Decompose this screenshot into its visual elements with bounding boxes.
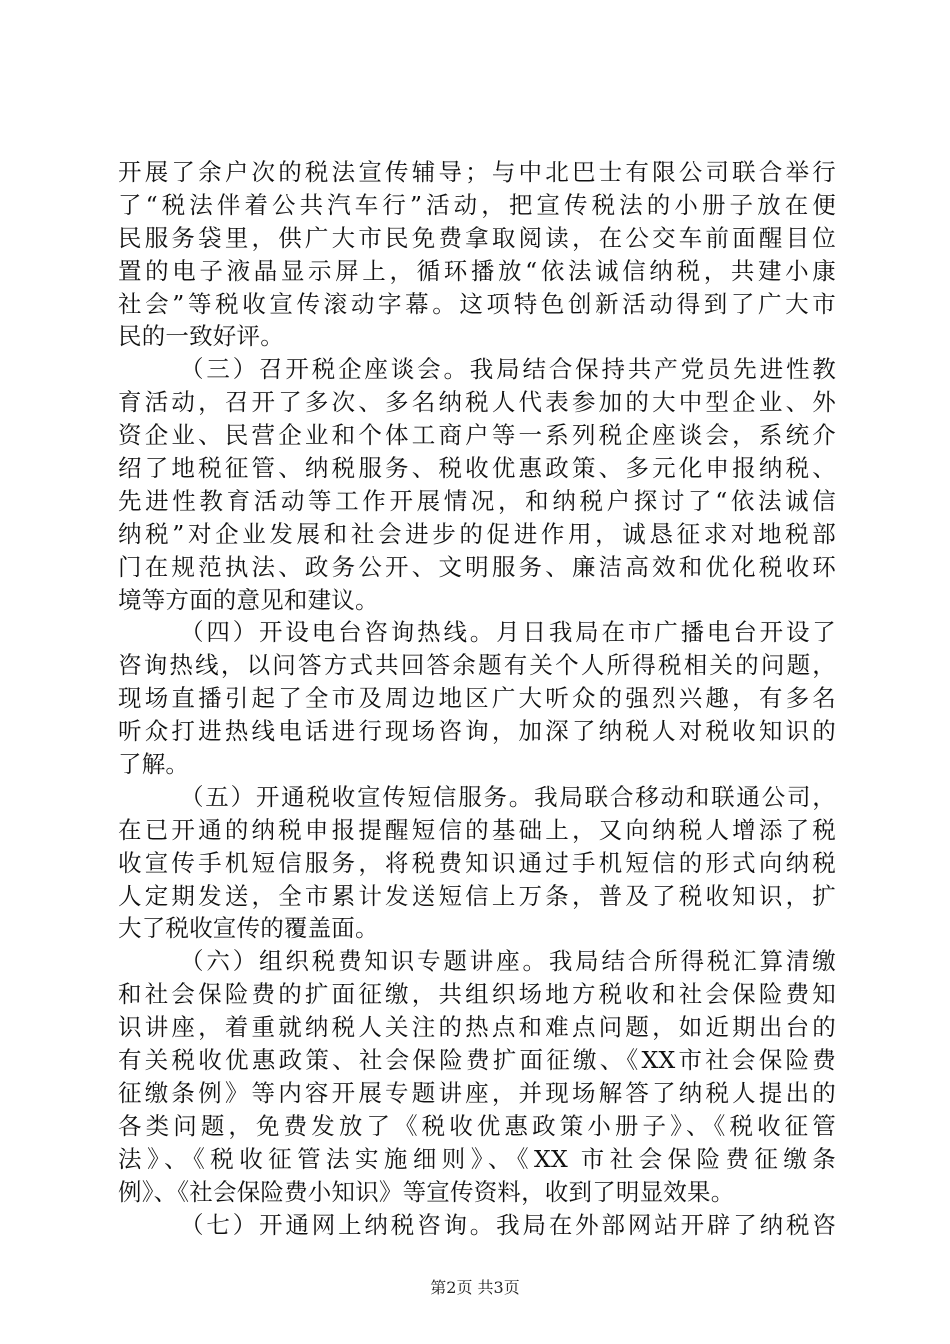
text-line: 征缴条例》等内容开展专题讲座，并现场解答了纳税人提出的 <box>118 1078 836 1107</box>
text-line: 识讲座，着重就纳税人关注的热点和难点问题，如近期出台的 <box>118 1013 836 1042</box>
text-line: 收宣传手机短信服务，将税费知识通过手机短信的形式向纳税 <box>118 848 836 877</box>
text-line: （四）开设电台咨询热线。月日我局在市广播电台开设了 <box>180 618 836 647</box>
text-line: （三）召开税企座谈会。我局结合保持共产党员先进性教 <box>180 355 836 384</box>
text-line: （五）开通税收宣传短信服务。我局联合移动和联通公司， <box>180 782 836 811</box>
text-line: 境等方面的意见和建议。 <box>118 585 379 614</box>
text-line: 资企业、民营企业和个体工商户等一系列税企座谈会，系统介 <box>118 421 836 450</box>
text-line: 听众打进热线电话进行现场咨询，加深了纳税人对税收知识的 <box>118 717 836 746</box>
text-line: 大了税收宣传的覆盖面。 <box>118 914 379 943</box>
text-line: 现场直播引起了全市及周边地区广大听众的强烈兴趣，有多名 <box>118 684 836 713</box>
page-footer: 第2页 共3页 <box>430 1278 520 1297</box>
text-line: 绍了地税征管、纳税服务、税收优惠政策、多元化申报纳税、 <box>118 454 836 483</box>
text-line: 民服务袋里，供广大市民免费拿取阅读，在公交车前面醒目位 <box>118 223 836 252</box>
text-line: 纳税”对企业发展和社会进步的促进作用，诚恳征求对地税部 <box>118 519 836 548</box>
text-line: 法》、《税收征管法实施细则》、《XX 市社会保险费征缴条 <box>118 1144 836 1173</box>
text-line: 门在规范执法、政务公开、文明服务、廉洁高效和优化税收环 <box>118 552 836 581</box>
text-line: 各类问题，免费发放了《税收优惠政策小册子》、《税收征管 <box>118 1111 836 1140</box>
text-line: 开展了余户次的税法宣传辅导；与中北巴士有限公司联合举行 <box>118 158 836 186</box>
text-line: 在已开通的纳税申报提醒短信的基础上，又向纳税人增添了税 <box>118 815 836 844</box>
text-line: 了“税法伴着公共汽车行”活动，把宣传税法的小册子放在便 <box>118 190 836 219</box>
text-line: 社会”等税收宣传滚动字幕。这项特色创新活动得到了广大市 <box>118 289 836 318</box>
text-line: 了解。 <box>118 750 190 779</box>
text-line: 例》、《社会保险费小知识》等宣传资料，收到了明显效果。 <box>118 1177 735 1206</box>
text-line: 人定期发送，全市累计发送短信上万条，普及了税收知识，扩 <box>118 881 836 910</box>
text-line: 先进性教育活动等工作开展情况，和纳税户探讨了“依法诚信 <box>118 486 836 515</box>
text-line: 和社会保险费的扩面征缴，共组织场地方税收和社会保险费知 <box>118 980 836 1009</box>
text-line: 育活动，召开了多次、多名纳税人代表参加的大中型企业、外 <box>118 388 836 417</box>
text-line: 咨询热线，以问答方式共回答余题有关个人所得税相关的问题， <box>118 651 836 680</box>
text-line: 民的一致好评。 <box>118 322 284 351</box>
text-line: 置的电子液晶显示屏上，循环播放“依法诚信纳税，共建小康 <box>118 256 836 285</box>
text-line: （七）开通网上纳税咨询。我局在外部网站开辟了纳税咨 <box>180 1210 836 1239</box>
text-line: 有关税收优惠政策、社会保险费扩面征缴、《XX市社会保险费 <box>118 1046 836 1075</box>
text-line: （六）组织税费知识专题讲座。我局结合所得税汇算清缴 <box>180 947 836 976</box>
document-body <box>118 156 836 1241</box>
